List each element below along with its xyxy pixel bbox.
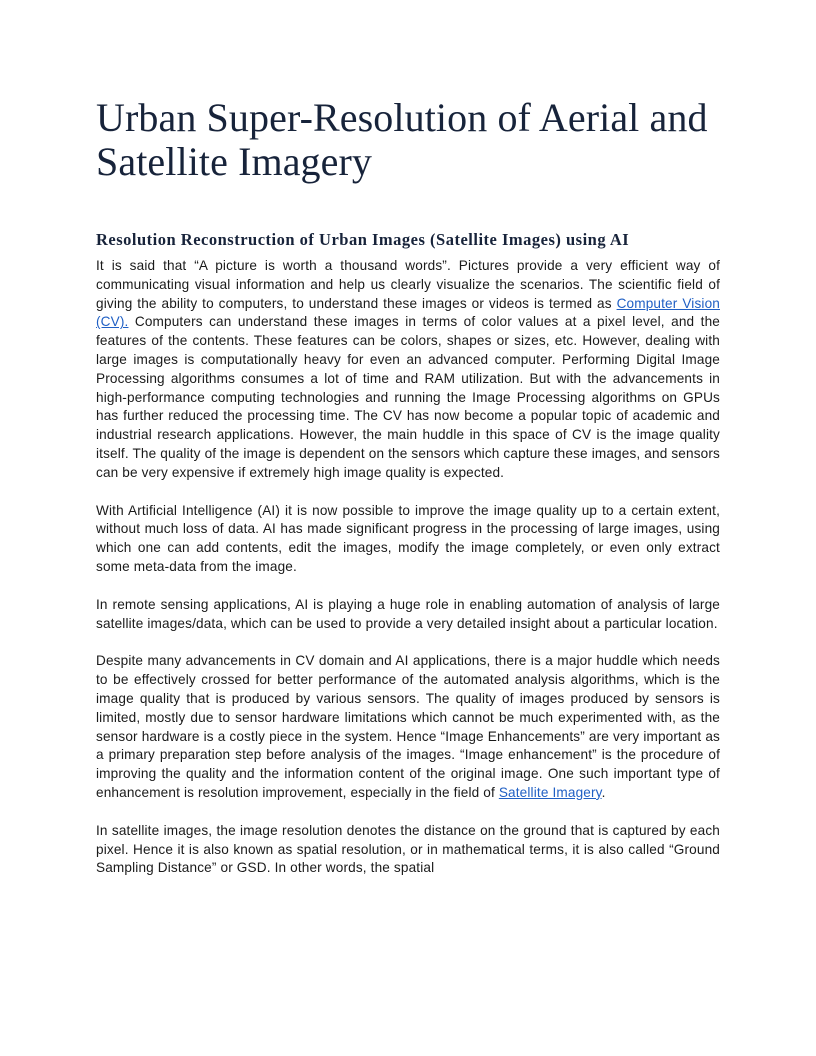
satellite-imagery-link[interactable]: Satellite Imagery (498, 784, 602, 800)
paragraph-1-text-a: It is said that “A picture is worth a thousand words”. Pictures provide a very efficient way of communicating visual information and help us clearly visualize the scenarios. The scientific field of giving the ability to computers, to understand these images or videos is termed as (96, 258, 720, 311)
section-heading: Resolution Reconstruction of Urban Images (Satellite Images) using AI (96, 230, 630, 249)
paragraph-4-text-b: . (601, 784, 606, 800)
paragraph-1-text-b: Computers can understand these images in terms of color values at a pixel level, and the features of the contents. These features can be colors, shapes or sizes, etc. However, dealing with large images is computationally heavy for even an advanced computer. Performing Digital Image Processing algorithms consumes a lot of time and RAM utilization. But with the advancements in high-performance computing technologies and running the Image Processing algorithms on GPUs has further reduced the processing time. The CV has now become a popular topic of academic and industrial research applications. However, the main huddle in this space of CV is the image quality itself. The quality of the image is dependent on the sensors which capture these images, and sensors can be very expensive if extremely high image quality is expected. (96, 314, 720, 480)
document-title: Urban Super-Resolution of Aerial and Satellite Imagery (96, 95, 708, 184)
document-page (96, 96, 720, 897)
paragraph-2: With Artificial Intelligence (AI) it is now possible to improve the image quality up to a certain extent, without much loss of data. AI has made significant progress in the processing of large images, using which one can add contents, edit the images, modify the image completely, or even only extract some meta-data from the image. (96, 502, 720, 574)
paragraph-1 (96, 257, 720, 483)
document-body (96, 257, 720, 878)
paragraph-4-text-a: Despite many advancements in CV domain and AI applications, there is a major huddle which needs to be effectively crossed for better performance of the automated analysis algorithms, which is the image quality that is produced by various sensors. The quality of images produced by sensors is limited, mostly due to sensor hardware limitations which cannot be much experimented with, as the sensor hardware is a costly piece in the system. Hence “Image Enhancements” are very important as a primary preparation step before analysis of the images. “Image enhancement” is the procedure of improving the quality and the information content of the original image. One such important type of enhancement is resolution improvement, especially in the field of (96, 653, 720, 800)
computer-vision-link[interactable]: Computer Vision (CV). (96, 295, 720, 330)
paragraph-5: In satellite images, the image resolution denotes the distance on the ground that is captured by each pixel. Hence it is also known as spatial resolution, or in mathematical terms, it is also called “Ground Sampling Distance” or GSD. In other words, the spatial (96, 822, 720, 876)
paragraph-3: In remote sensing applications, AI is playing a huge role in enabling automation of analysis of large satellite images/data, which can be used to provide a very detailed insight about a particular location. (96, 596, 720, 631)
paragraph-4 (96, 652, 720, 802)
